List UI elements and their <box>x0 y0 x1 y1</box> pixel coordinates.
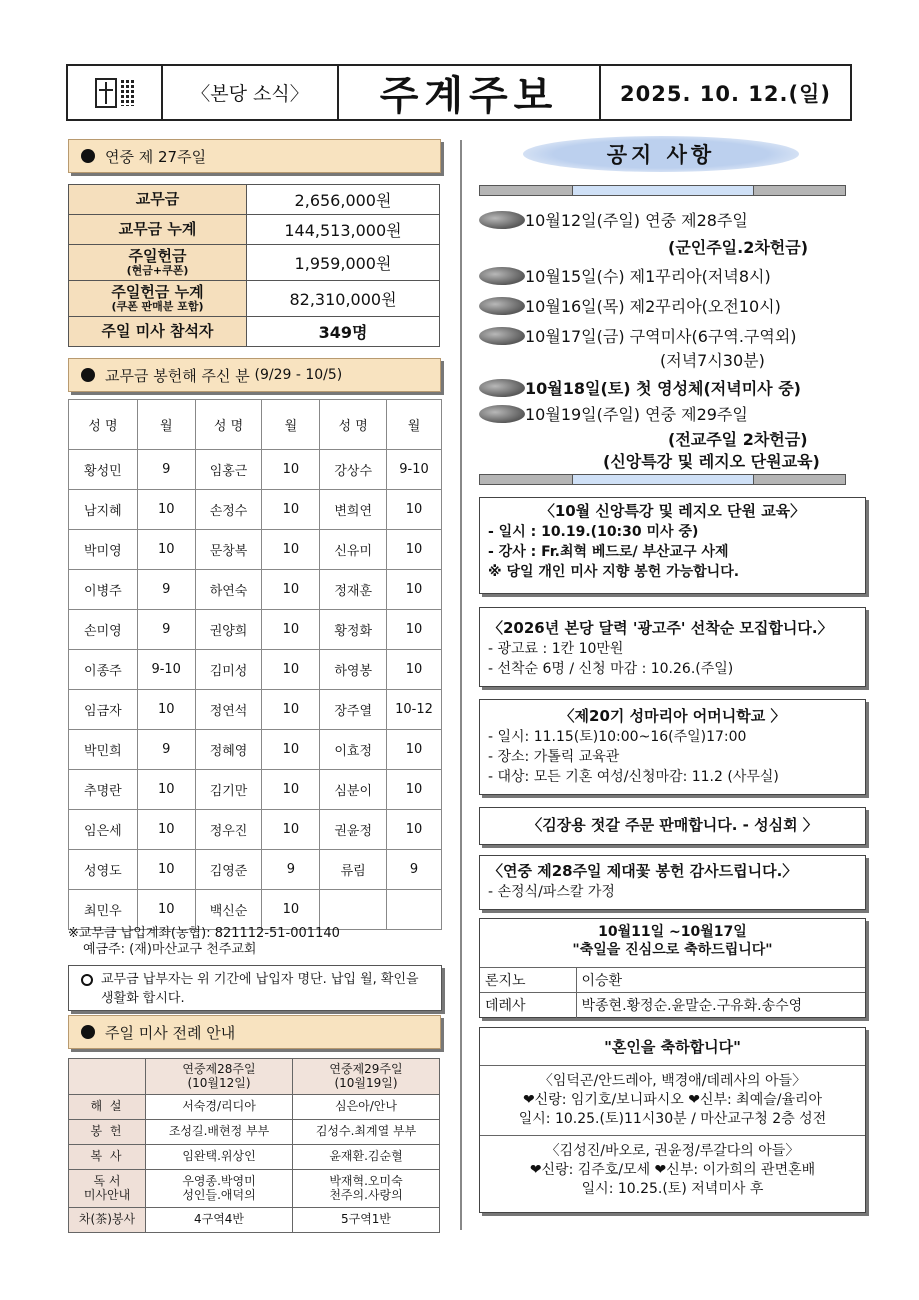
donor-body <box>69 450 442 930</box>
donor-month: 10 <box>262 890 320 930</box>
masthead <box>66 64 852 121</box>
donor-header-row <box>69 400 442 450</box>
donor-name <box>320 890 387 930</box>
donor-month: 10 <box>262 810 320 850</box>
donor-name: 박민희 <box>69 730 138 770</box>
oval-bullet-icon <box>479 267 525 285</box>
finance-value: 349명 <box>247 317 440 347</box>
donor-month: 10 <box>262 450 320 490</box>
donor-name: 남지혜 <box>69 490 138 530</box>
notice-item-cont: (전교주일 2차헌금) <box>668 430 808 449</box>
table-row <box>69 650 442 690</box>
donor-name: 임홍근 <box>195 450 262 490</box>
finance-row <box>69 317 440 347</box>
section-label: 〈본당 소식〉 <box>163 66 339 119</box>
donor-month <box>387 890 442 930</box>
col-header: 성 명 <box>320 400 387 450</box>
donor-name: 최민우 <box>69 890 138 930</box>
donor-month: 9 <box>137 730 195 770</box>
donor-name: 정혜영 <box>195 730 262 770</box>
bulletin-title: 주계주보 <box>339 66 601 119</box>
donor-name: 정연석 <box>195 690 262 730</box>
bulletin-date: 2025. 10. 12.(일) <box>620 81 831 106</box>
donor-month: 9 <box>262 850 320 890</box>
mass-table <box>68 1058 440 1233</box>
table-row <box>69 570 442 610</box>
mass-header-row <box>69 1059 440 1095</box>
donor-month: 9-10 <box>137 650 195 690</box>
finance-label: 교무금 <box>69 185 247 215</box>
donor-name: 문창복 <box>195 530 262 570</box>
feast-row: 데레사 박종현.황정순.윤말순.구유화.송수영 <box>480 993 865 1018</box>
notice-title: 공지 사항 <box>523 136 799 172</box>
finance-label: 교무금 누계 <box>69 215 247 245</box>
donor-month: 10 <box>137 850 195 890</box>
donor-month: 10 <box>262 770 320 810</box>
col-header: 연중제29주일 (10월19일) <box>293 1059 440 1095</box>
donor-name: 임은세 <box>69 810 138 850</box>
mass-row: 복 사 임완택.위상인 윤재환.김순혈 <box>69 1145 440 1170</box>
donor-name: 권양희 <box>195 610 262 650</box>
donor-month: 10 <box>262 690 320 730</box>
oval-bullet-icon <box>479 379 525 397</box>
finance-row <box>69 281 440 317</box>
notice-box-calendar: 〈2026년 본당 달력 '광고주' 선착순 모집합니다.〉 - 광고료 : 1칸 10만원 - 선착순 6명 / 신청 마감 : 10.26.(주일) <box>479 607 866 687</box>
donor-name: 성영도 <box>69 850 138 890</box>
donor-name: 류림 <box>320 850 387 890</box>
donor-name: 이병주 <box>69 570 138 610</box>
donor-month: 10 <box>262 570 320 610</box>
col-header: 월 <box>262 400 320 450</box>
donor-month: 10 <box>387 530 442 570</box>
oval-bullet-icon <box>479 327 525 345</box>
donor-month: 9 <box>137 610 195 650</box>
account-number: ※교무금 납입계좌(농협): 821112-51-001140 <box>68 926 340 941</box>
donor-month: 10 <box>137 890 195 930</box>
notice-item-cont: (신앙특강 및 레지오 단원교육) <box>603 452 820 471</box>
table-row <box>69 730 442 770</box>
donor-name: 황성민 <box>69 450 138 490</box>
col-header: 성 명 <box>69 400 138 450</box>
donor-month: 10 <box>262 530 320 570</box>
finance-value: 1,959,000원 <box>247 245 440 281</box>
donor-name: 김기만 <box>195 770 262 810</box>
feast-day-box: 10월11일 ~10월17일 "축일을 진심으로 축하드립니다" 론지노 이승환 데레사 박종현.황정순.윤말순.구유화.송수영 <box>479 918 866 1018</box>
finance-row <box>69 185 440 215</box>
feast-day-table <box>480 967 865 1018</box>
oval-bullet-icon <box>479 211 525 229</box>
notice-item: 10월19일(주일) 연중 제29주일 <box>479 402 748 425</box>
table-row <box>69 890 442 930</box>
donor-name: 백신순 <box>195 890 262 930</box>
oval-bullet-icon <box>479 297 525 315</box>
account-info <box>68 926 448 958</box>
donor-name: 변희연 <box>320 490 387 530</box>
divider-bar <box>479 185 846 196</box>
donor-month: 10 <box>387 810 442 850</box>
donor-name: 하영봉 <box>320 650 387 690</box>
donor-month: 10 <box>262 610 320 650</box>
donor-month: 10 <box>387 770 442 810</box>
donor-name: 강상수 <box>320 450 387 490</box>
notice-item: 10월18일(토) 첫 영성체(저녁미사 중) <box>479 376 801 399</box>
divider-bar <box>479 474 846 485</box>
notice-item: 10월12일(주일) 연중 제28주일 <box>479 208 748 231</box>
donor-month: 10 <box>137 490 195 530</box>
finance-row <box>69 245 440 281</box>
donor-month: 10 <box>137 530 195 570</box>
donor-name: 손정수 <box>195 490 262 530</box>
donor-name: 정우진 <box>195 810 262 850</box>
mass-heading: 주일 미사 전례 안내 <box>68 1015 441 1049</box>
notice-item: 10월15일(수) 제1꾸리아(저녁8시) <box>479 264 771 287</box>
col-header: 월 <box>387 400 442 450</box>
donor-table <box>68 399 442 930</box>
donor-month: 9 <box>387 850 442 890</box>
donor-name: 황정화 <box>320 610 387 650</box>
finance-value: 2,656,000원 <box>247 185 440 215</box>
wedding-box <box>479 1027 866 1213</box>
finance-table <box>68 184 440 347</box>
donor-month: 10 <box>137 770 195 810</box>
donor-month: 10 <box>262 730 320 770</box>
notice-box-mothers-school: 〈제20기 성마리아 어머니학교 〉 - 일시: 11.15(토)10:00~16(주일)17:00 - 장소: 가톨릭 교육관 - 대상: 모든 기혼 여성/신청마감: 11.2 (사무실) <box>479 699 866 795</box>
finance-row <box>69 215 440 245</box>
donor-heading: 교무금 봉헌해 주신 분 (9/29 - 10/5) <box>68 358 441 392</box>
col-header: 성 명 <box>195 400 262 450</box>
finance-value: 82,310,000원 <box>247 281 440 317</box>
table-row <box>69 850 442 890</box>
bars-icon <box>121 80 134 106</box>
donor-month: 10 <box>387 490 442 530</box>
notice-item: 10월17일(금) 구역미사(6구역.구역외) <box>479 324 797 347</box>
donor-name: 정재훈 <box>320 570 387 610</box>
donor-name: 김영준 <box>195 850 262 890</box>
donor-month: 9 <box>137 570 195 610</box>
bullet-icon <box>81 149 95 163</box>
col-header: 월 <box>137 400 195 450</box>
finance-label: 주일헌금 (현금+쿠폰) <box>69 245 247 281</box>
donor-month: 10 <box>387 570 442 610</box>
donor-month: 10 <box>262 490 320 530</box>
week-heading: 연중 제 27주일 <box>68 139 441 173</box>
notice-box-lecture: 〈10월 신앙특강 및 레지오 단원 교육〉 - 일시 : 10.19.(10:30 미사 중) - 강사 : Fr.최혁 베드로/ 부산교구 사제 ※ 당일 개인 미사 지향 봉헌 가능합니다. <box>479 497 866 594</box>
mass-row: 해 설 서숙경/리디아 심은아/안나 <box>69 1095 440 1120</box>
donor-month: 10-12 <box>387 690 442 730</box>
donor-name: 심분이 <box>320 770 387 810</box>
donor-month: 10 <box>387 610 442 650</box>
donor-month: 10 <box>387 730 442 770</box>
finance-value: 144,513,000원 <box>247 215 440 245</box>
table-row <box>69 610 442 650</box>
circle-bullet-icon <box>81 974 93 986</box>
bullet-icon <box>81 368 95 382</box>
feast-row: 론지노 이승환 <box>480 968 865 993</box>
wedding-title: "혼인을 축하합니다" <box>480 1028 865 1066</box>
notice-item-cont: (군인주일.2차헌금) <box>668 238 809 257</box>
account-holder: 예금주: (재)마산교구 천주교회 <box>83 942 257 957</box>
col-header: 연중제28주일 (10월12일) <box>146 1059 293 1095</box>
column-divider <box>460 140 462 1230</box>
bullet-icon <box>81 1025 95 1039</box>
donor-name: 이종주 <box>69 650 138 690</box>
donor-name: 박미영 <box>69 530 138 570</box>
notice-box-flowers: 〈연중 제28주일 제대꽃 봉헌 감사드립니다.〉 - 손정식/파스칼 가정 <box>479 855 866 910</box>
finance-label: 주일헌금 누계 (쿠폰 판매분 포함) <box>69 281 247 317</box>
donor-name: 김미성 <box>195 650 262 690</box>
donor-name: 이효정 <box>320 730 387 770</box>
donor-name: 장주열 <box>320 690 387 730</box>
notice-item-cont: (저녁7시30분) <box>660 351 765 370</box>
donor-name: 신유미 <box>320 530 387 570</box>
table-row <box>69 450 442 490</box>
cross-icon <box>95 78 117 108</box>
oval-bullet-icon <box>479 405 525 423</box>
finance-label: 주일 미사 참석자 <box>69 317 247 347</box>
donor-month: 10 <box>137 690 195 730</box>
parish-logo <box>68 66 163 119</box>
table-row <box>69 770 442 810</box>
donor-name: 추명란 <box>69 770 138 810</box>
donor-name: 임금자 <box>69 690 138 730</box>
mass-row: 독 서 미사안내 우영종.박영미 성인들.애덕의 박재혁.오미숙 천주의.사랑의 <box>69 1170 440 1208</box>
mass-row: 차(茶)봉사 4구역4반 5구역1반 <box>69 1208 440 1233</box>
table-row <box>69 530 442 570</box>
wedding-couple: 〈김성진/바오로, 권윤정/루갈다의 아들〉 ❤신랑: 김주호/모세 ❤신부: 이가희의 관면혼배 일시: 10.25.(토) 저녁미사 후 <box>480 1135 865 1205</box>
mass-row: 봉 헌 조성길.배현정 부부 김성수.최계열 부부 <box>69 1120 440 1145</box>
donor-note: 교무금 납부자는 위 기간에 납입자 명단. 납입 월, 확인을 생활화 합시다. <box>68 965 442 1011</box>
donor-name: 하연숙 <box>195 570 262 610</box>
donor-name: 권윤정 <box>320 810 387 850</box>
donor-month: 10 <box>137 810 195 850</box>
donor-month: 10 <box>387 650 442 690</box>
donor-month: 9-10 <box>387 450 442 490</box>
donor-month: 9 <box>137 450 195 490</box>
wedding-couple: 〈임덕곤/안드레아, 백경애/데레사의 아들〉 ❤신랑: 임기호/보니파시오 ❤신부: 최예슬/율리아 일시: 10.25.(토)11시30분 / 마산교구청 2층 성전 <box>518 1073 827 1127</box>
notice-box-kimchi: 〈김장용 젓갈 주문 판매합니다. - 성심회 〉 <box>479 807 866 845</box>
notice-item: 10월16일(목) 제2꾸리아(오전10시) <box>479 294 781 317</box>
donor-month: 10 <box>262 650 320 690</box>
table-row <box>69 810 442 850</box>
donor-name: 손미영 <box>69 610 138 650</box>
table-row <box>69 690 442 730</box>
table-row <box>69 490 442 530</box>
